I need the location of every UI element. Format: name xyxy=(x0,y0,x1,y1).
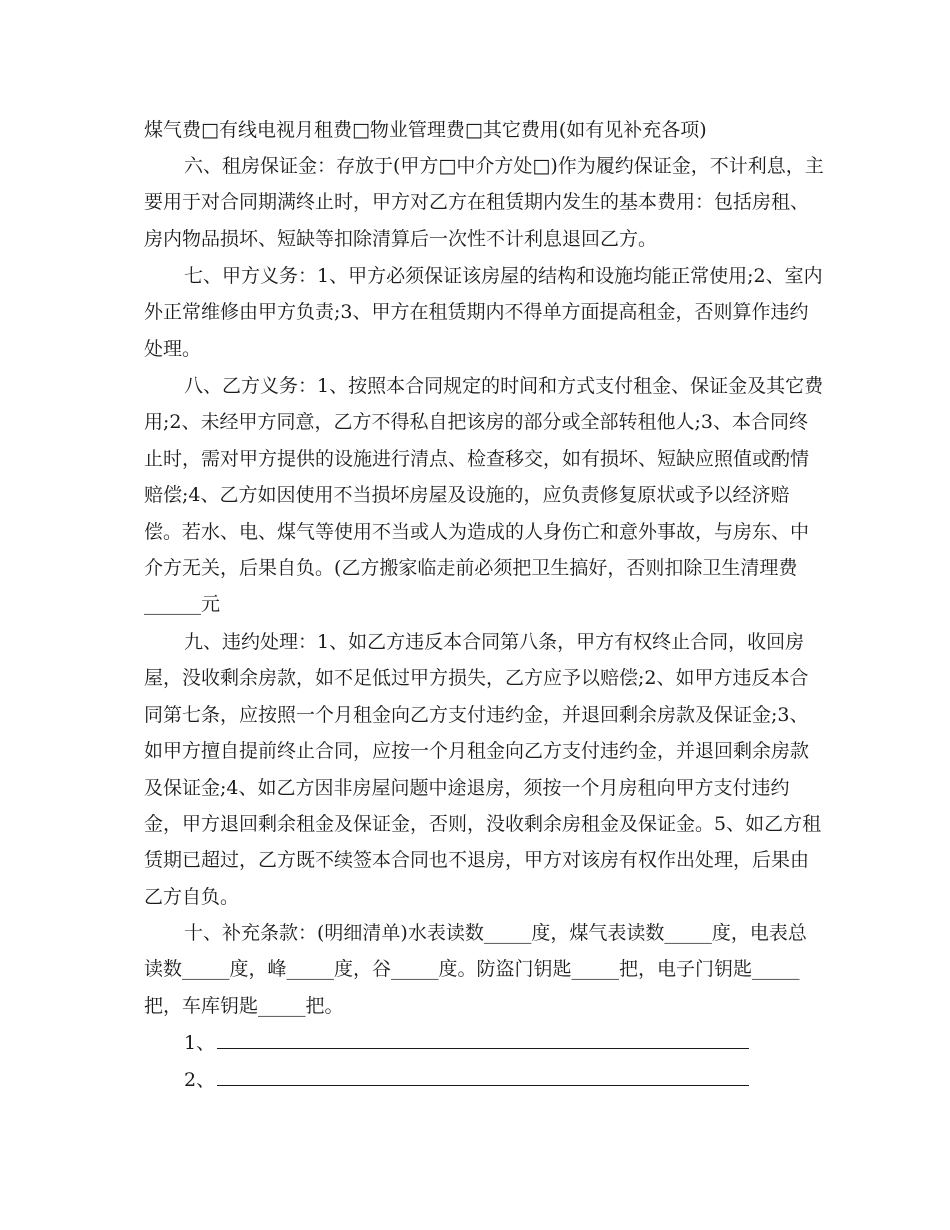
text-line: 处理。 xyxy=(144,337,202,360)
text-line: 六、租房保证金：存放于(甲方□中介方处□)作为履约保证金，不计利息，主 xyxy=(184,155,824,177)
text-line: 用;2、未经甲方同意，乙方不得私自把该房的部分或全部转租他人;3、本合同终 xyxy=(144,411,808,434)
fill-in-line[interactable] xyxy=(217,1063,749,1086)
text-line: 及保证金;4、如乙方因非房屋问题中途退房，须按一个月房租向甲方支付违约 xyxy=(144,776,790,799)
paragraph-ten-supplementary xyxy=(144,915,812,1024)
text-line: 止时，需对甲方提供的设施进行清点、检查移交，如有损坏、短缺应照值或酌情 xyxy=(144,447,810,470)
paragraph-nine-breach xyxy=(144,624,822,915)
text-line: 赔偿;4、乙方如因使用不当损坏房屋及设施的，应负责修复原状或予以经济赔 xyxy=(144,484,790,507)
text-line: 金，甲方退回剩余租金及保证金，否则，没收剩余房租金及保证金。5、如乙方租 xyxy=(144,813,822,836)
fill-in-line[interactable] xyxy=(217,1026,749,1049)
text-line: 读数_____度，峰_____度，谷_____度。防盗门钥匙_____把，电子门钥匙_____ xyxy=(144,958,800,981)
text-line: 七、甲方义务：1、甲方必须保证该房屋的结构和设施均能正常使用;2、室内 xyxy=(184,265,823,287)
supplementary-blank-2 xyxy=(184,1062,749,1098)
blank-label: 2、 xyxy=(184,1069,216,1091)
text-line: 外正常维修由甲方负责;3、甲方在租赁期内不得单方面提高租金，否则算作违约 xyxy=(144,301,809,324)
text-line: 十、补充条款：(明细清单)水表读数_____度，煤气表读数_____度，电表总 xyxy=(184,922,807,944)
text-line: ______元 xyxy=(144,593,221,616)
text-line: 乙方自负。 xyxy=(144,885,240,908)
paragraph-seven-landlord-duties xyxy=(144,258,823,367)
text-line: 煤气费□有线电视月租费□物业管理费□其它费用(如有见补充各项) xyxy=(144,119,707,141)
blank-label: 1、 xyxy=(184,1032,216,1054)
text-line: 同第七条，应按照一个月租金向乙方支付违约金，并退回剩余房款及保证金;3、 xyxy=(144,703,809,726)
text-line: 偿。若水、电、煤气等使用不当或人为造成的人身伤亡和意外事故，与房东、中 xyxy=(144,520,810,543)
text-line: 要用于对合同期满终止时，甲方对乙方在租赁期内发生的基本费用：包括房租、 xyxy=(144,191,810,214)
supplementary-blank-1 xyxy=(184,1025,749,1061)
text-line: 介方无关，后果自负。(乙方搬家临走前必须把卫生搞好，否则扣除卫生清理费 xyxy=(144,557,798,580)
text-line: 八、乙方义务：1、按照本合同规定的时间和方式支付租金、保证金及其它费 xyxy=(184,375,824,397)
text-line: 九、违约处理：1、如乙方违反本合同第八条，甲方有权终止合同，收回房 xyxy=(184,631,805,653)
paragraph-fees-continued xyxy=(144,112,812,148)
text-line: 房内物品损坏、短缺等扣除清算后一次性不计利息退回乙方。 xyxy=(144,227,658,250)
text-line: 如甲方擅自提前终止合同，应按一个月租金向乙方支付违约金，并退回剩余房款 xyxy=(144,740,810,763)
paragraph-eight-tenant-duties xyxy=(144,368,824,623)
paragraph-six-deposit xyxy=(144,148,824,257)
text-line: 把，车库钥匙_____把。 xyxy=(144,994,344,1017)
text-line: 赁期已超过，乙方既不续签本合同也不退房，甲方对该房有权作出处理，后果由 xyxy=(144,849,810,872)
text-line: 屋，没收剩余房款，如不足低过甲方损失，乙方应予以赔偿;2、如甲方违反本合 xyxy=(144,667,809,690)
